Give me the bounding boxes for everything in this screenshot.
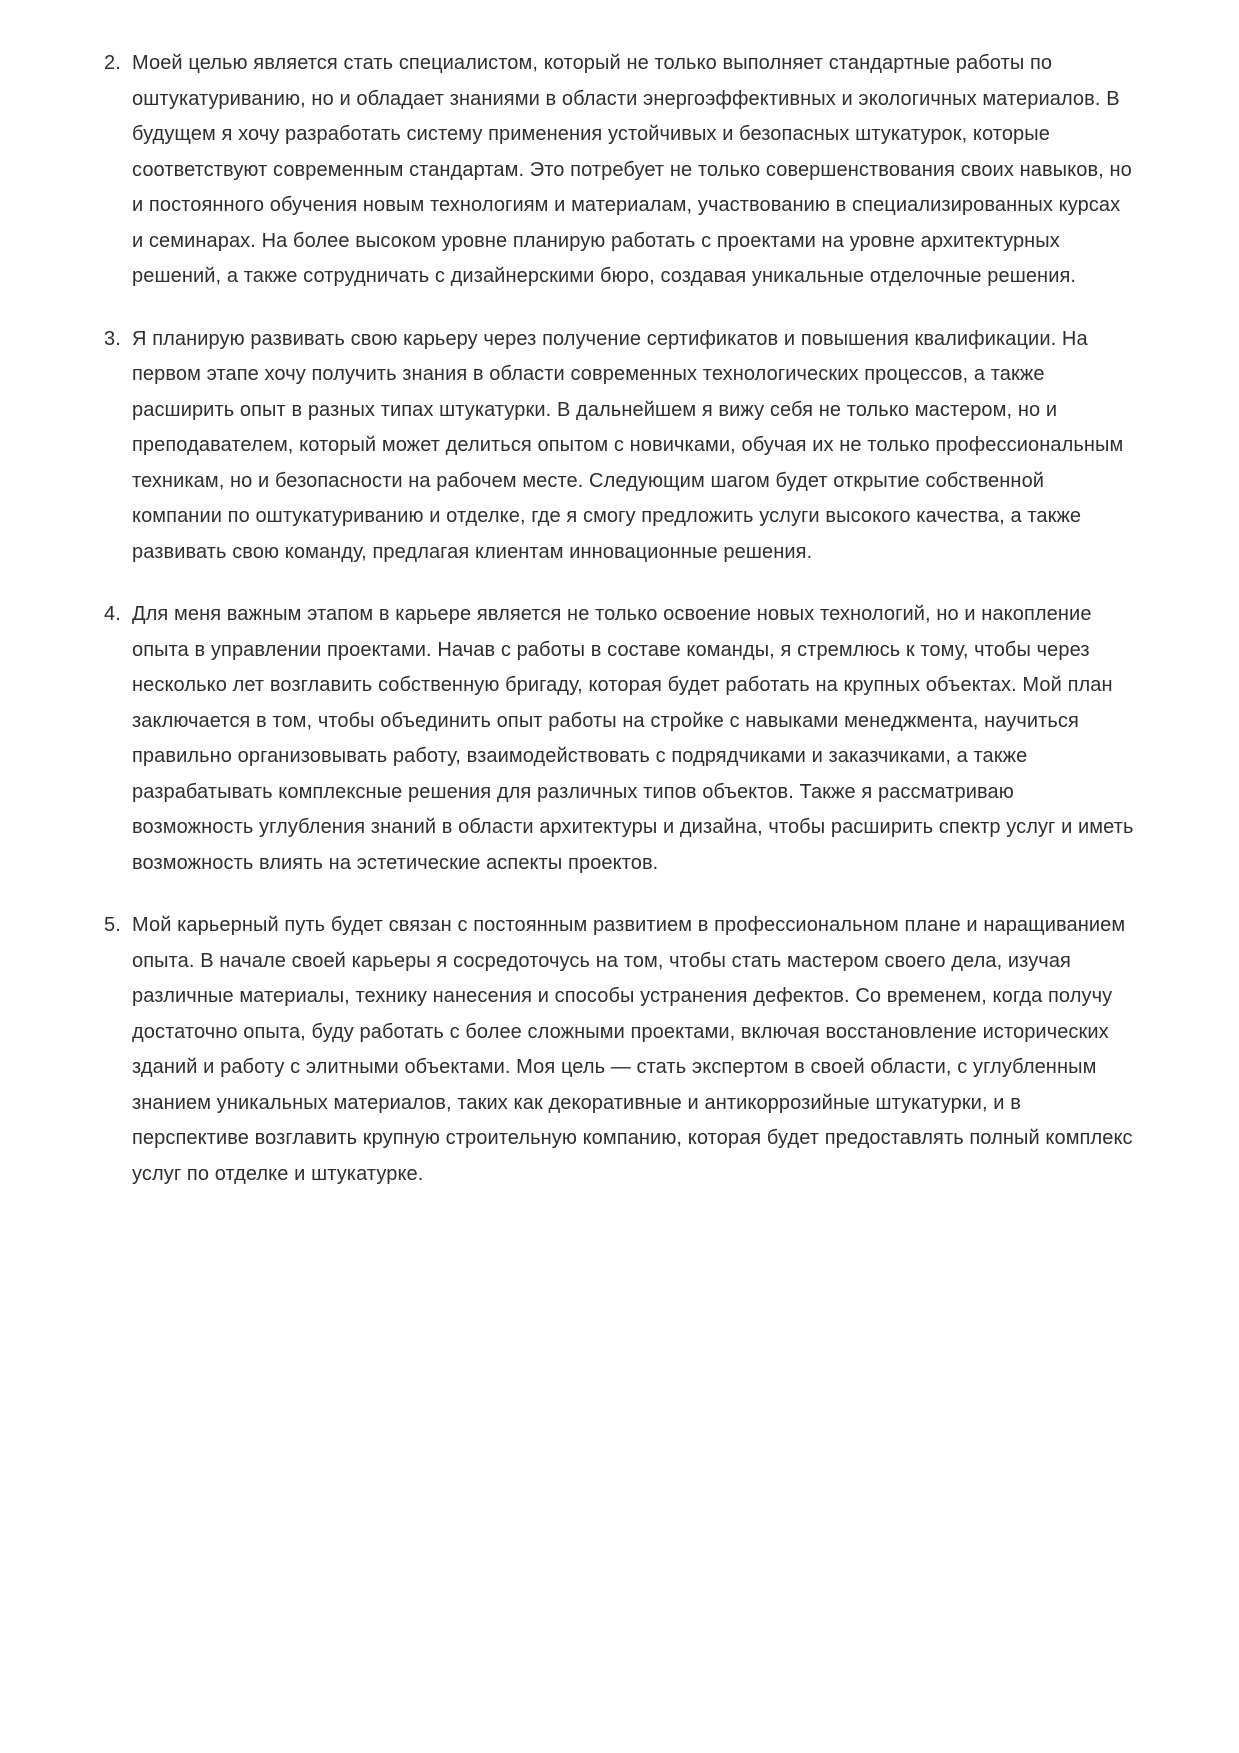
list-item-number: 5. xyxy=(104,914,121,936)
list-item-text: Для меня важным этапом в карьере является не только освоение новых технологий, но и накопление опыта в управлении проектами. Начав с работы в составе команды, я стремлюсь к тому, чтобы через несколько лет возглавить собственную бригаду, которая будет работать на крупных объектах. Мой план заключается в том, чтобы объединить опыт работы на стройке с навыками менеджмента, научиться правильно организовывать работу, взаимодействовать с подрядчиками и заказчиками, а также разрабатывать комплексные решения для различных типов объектов. Также я рассматриваю возможность углубления знаний в области архитектуры и дизайна, чтобы расширить спектр услуг и иметь возможность влиять на эстетические аспекты проектов. xyxy=(132,603,1134,874)
list-item-number: 2. xyxy=(104,52,121,74)
numbered-list xyxy=(104,46,1137,1192)
list-item-number: 4. xyxy=(104,603,121,625)
list-item-text: Мой карьерный путь будет связан с постоянным развитием в профессиональном плане и наращиванием опыта. В начале своей карьеры я сосредоточусь на том, чтобы стать мастером своего дела, изучая различные материалы, технику нанесения и способы устранения дефектов. Со временем, когда получу достаточно опыта, буду работать с более сложными проектами, включая восстановление исторических зданий и работу с элитными объектами. Моя цель — стать экспертом в своей области, с углубленным знанием уникальных материалов, таких как декоративные и антикоррозийные штукатурки, и в перспективе возглавить крупную строительную компанию, которая будет предоставлять полный комплекс услуг по отделке и штукатурке. xyxy=(132,914,1133,1185)
list-item xyxy=(104,597,1137,881)
list-item-number: 3. xyxy=(104,327,121,350)
list-item xyxy=(104,46,1137,295)
list-item xyxy=(104,322,1137,571)
list-item xyxy=(104,908,1137,1192)
list-item-text: Моей целью является стать специалистом, который не только выполняет стандартные работы по оштукатуриванию, но и обладает знаниями в области энергоэффективных и экологичных материалов. В будущем я хочу разработать систему применения устойчивых и безопасных штукатурок, которые соответствуют современным стандартам. Это потребует не только совершенствования своих навыков, но и постоянного обучения новым технологиям и материалам, участвованию в специализированных курсах и семинарах. На более высоком уровне планирую работать с проектами на уровне архитектурных решений, а также сотрудничать с дизайнерскими бюро, создавая уникальные отделочные решения. xyxy=(132,52,1132,287)
list-item-text: Я планирую развивать свою карьеру через получение сертификатов и повышения квалификации. На первом этапе хочу получить знания в области современных технологических процессов, а также расширить опыт в разных типах штукатурки. В дальнейшем я вижу себя не только мастером, но и преподавателем, который может делиться опытом с новичками, обучая их не только профессиональным техникам, но и безопасности на рабочем месте. Следующим шагом будет открытие собственной компании по оштукатуриванию и отделке, где я смогу предложить услуги высокого качества, а также развивать свою команду, предлагая клиентам инновационные решения. xyxy=(132,327,1124,563)
